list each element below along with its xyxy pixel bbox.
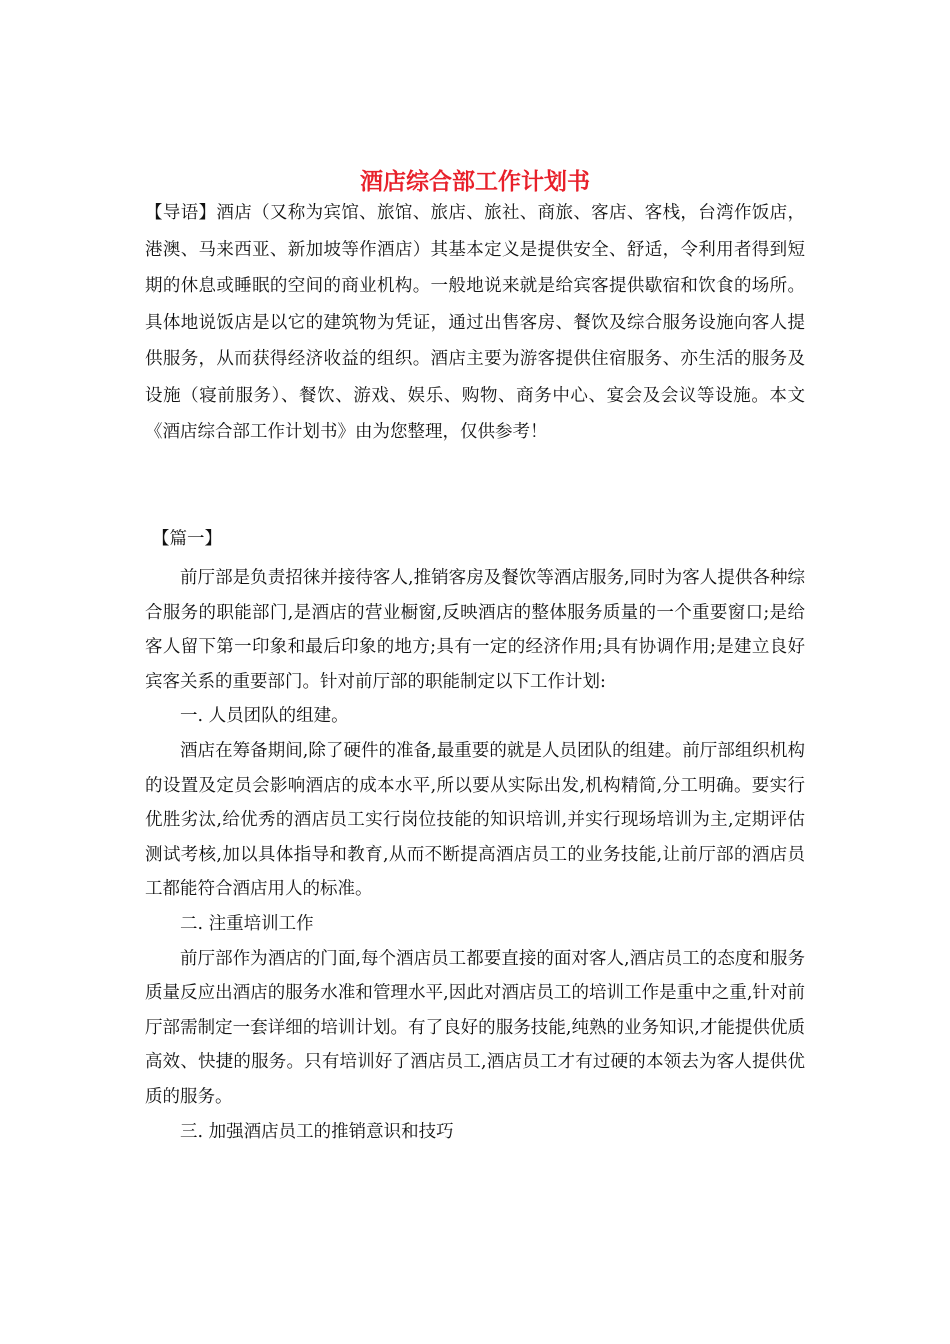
- body-paragraph: 前厅部作为酒店的门面,每个酒店员工都要直接的面对客人,酒店员工的态度和服务质量反应出酒店的服务水准和管理水平,因此对酒店员工的培训工作是重中之重,针对前厅部需制定一套详细的培训计划。有了良好的服务技能,纯熟的业务知识,才能提供优质高效、快捷的服务。只有培训好了酒店员工,酒店员工才有过硬的本领去为客人提供优质的服务。: [145, 948, 805, 1107]
- document-title: 酒店综合部工作计划书: [360, 168, 590, 196]
- section-heading: 三. 加强酒店员工的推销意识和技巧: [180, 1121, 454, 1142]
- intro-paragraph: 【导语】酒店（又称为宾馆、旅馆、旅店、旅社、商旅、客店、客栈，台湾作饭店，港澳、马来西亚、新加坡等作酒店）其基本定义是提供安全、舒适，令利用者得到短期的休息或睡眠的空间的商业机构。一般地说来就是给宾客提供歇宿和饮食的场所。具体地说饭店是以它的建筑物为凭证，通过出售客房、餐饮及综合服务设施向客人提供服务，从而获得经济收益的组织。酒店主要为游客提供住宿服务、亦生活的服务及设施（寝前服务）、餐饮、游戏、娱乐、购物、商务中心、宴会及会议等设施。本文《酒店综合部工作计划书》由为您整理，仅供参考！: [145, 203, 805, 442]
- document-body: [145, 561, 805, 1149]
- section-heading: 二. 注重培训工作: [180, 913, 314, 934]
- section-heading: 一. 人员团队的组建。: [180, 706, 349, 727]
- body-paragraph: 前厅部是负责招徕并接待客人,推销客房及餐饮等酒店服务,同时为客人提供各种综合服务的职能部门,是酒店的营业橱窗,反映酒店的整体服务质量的一个重要窗口;是给客人留下第一印象和最后印象的地方;具有一定的经济作用;具有协调作用;是建立良好宾客关系的重要部门。针对前厅部的职能制定以下工作计划:: [145, 568, 805, 692]
- body-paragraph: 酒店在筹备期间,除了硬件的准备,最重要的就是人员团队的组建。前厅部组织机构的设置及定员会影响酒店的成本水平,所以要从实际出发,机构精简,分工明确。要实行优胜劣汰,给优秀的酒店员工实行岗位技能的知识培训,并实行现场培训为主,定期评估测试考核,加以具体指导和教育,从而不断提高酒店员工的业务技能,让前厅部的酒店员工都能符合酒店用人的标准。: [145, 740, 805, 900]
- section-label: 【篇一】: [152, 529, 222, 549]
